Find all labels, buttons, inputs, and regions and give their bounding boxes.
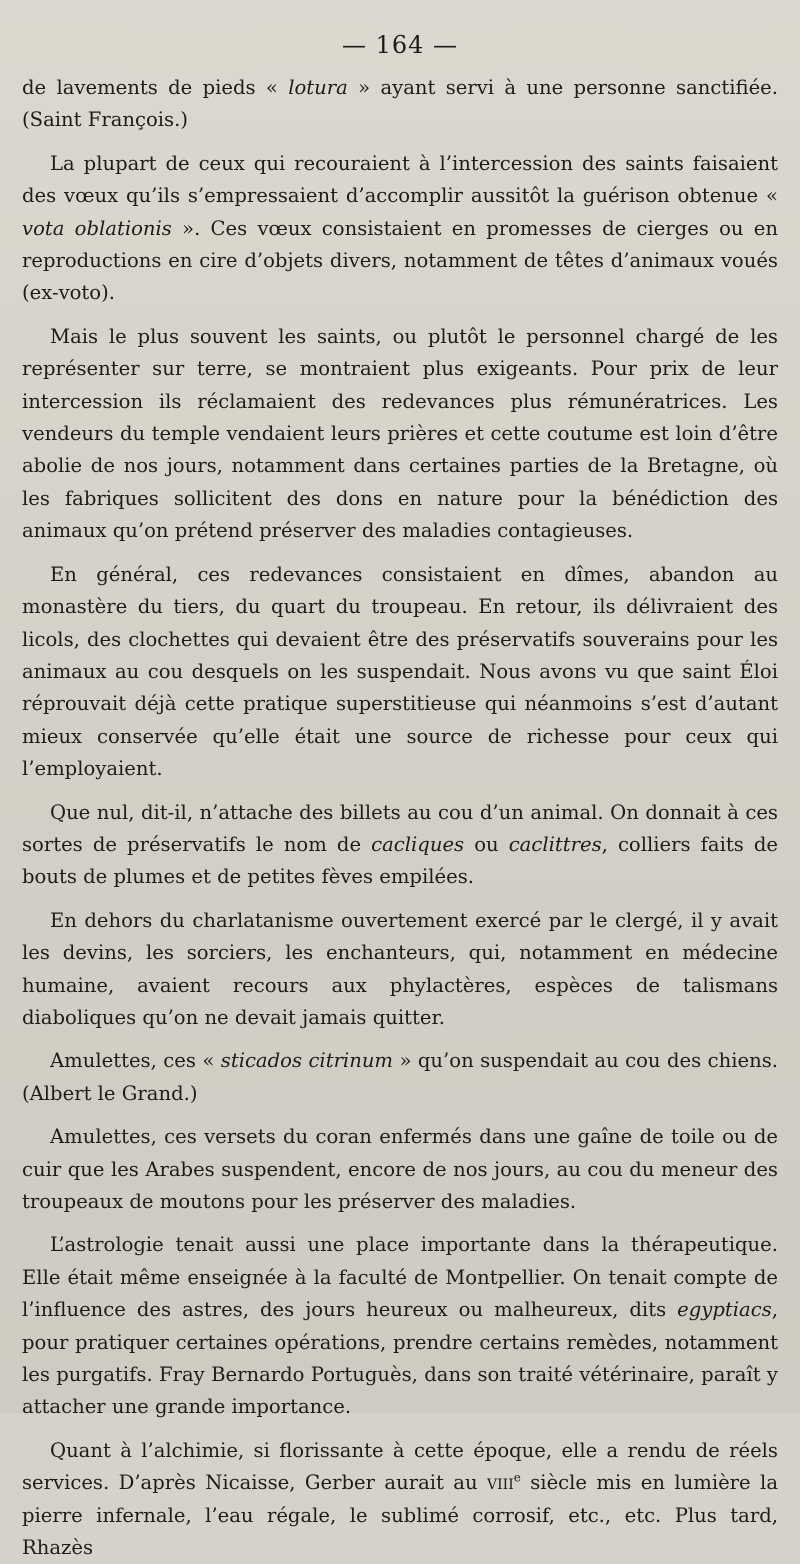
text-run: Amulettes, ces « xyxy=(50,1049,221,1073)
page-number: — 164 — xyxy=(341,31,459,59)
italic-term: egyptiacs xyxy=(677,1298,772,1322)
text-run: , pour pratiquer certaines opérations, prendre certains remèdes, notamment les purgatifs. Fray Bernardo Portuguès, dans son traité vétérinaire, paraît y attacher une grande importance. xyxy=(22,1298,778,1419)
text-run: , colliers faits de bouts de plumes et de petites fèves empilées. xyxy=(22,832,778,889)
text-run: Que nul, dit-il, n’attache des billets au cou d’un animal. On donnait à ces sortes de préservatifs le nom de xyxy=(22,800,778,856)
text-run: Amulettes, ces versets du coran enfermés dans une gaîne de toile ou de cuir que les Arabes suspendent, encore de nos jours, au cou du meneur des troupeaux de moutons pour les préserver des maladies. xyxy=(22,1125,778,1213)
text-run: de lavements de pieds « xyxy=(22,76,289,99)
italic-term: vota oblationis xyxy=(22,216,172,240)
text-run: Quant à l’alchimie, si florissante à cette époque, elle a rendu de réels services. D’après Nicaisse, Gerber aurait au xyxy=(22,1438,778,1495)
text-run: En dehors du charlatanisme ouvertement exercé par le clergé, il y avait les devins, les sorciers, les enchanteurs, qui, notamment en médecine humaine, avaient recours aux phylactères, espèces de talismans diaboliques qu’on ne devait jamais quitter. xyxy=(22,908,778,1029)
text-body xyxy=(22,72,778,1564)
italic-term: cacliques xyxy=(371,832,465,856)
text-run: Mais le plus souvent les saints, ou plutôt le personnel chargé de les représenter sur terre, se montraient plus exigeants. Pour prix de leur intercession ils réclamaient des redevances plus rémunératrices. Les vendeurs du temple vendaient leurs prières et cette coutume est loin d’être abolie de nos jours, notamment dans certaines parties de la Bretagne, où les fabriques sollicitent des dons en nature pour la bénédiction des animaux qu’on prétend préserver des maladies contagieuses. xyxy=(22,324,778,543)
paragraph xyxy=(22,797,778,894)
paragraph xyxy=(22,148,778,310)
text-run: » qu’on suspendait au cou des chiens. (Albert le Grand.) xyxy=(22,1049,778,1105)
text-run: e xyxy=(513,1470,521,1485)
text-run: L’astrologie tenait aussi une place importante dans la thérapeutique. Elle était même enseignée à la faculté de Montpellier. On tenait compte de l’influence des astres, des jours heureux ou malheureux, dits xyxy=(22,1233,778,1322)
text-run: ». Ces vœux consistaient en promesses de cierges ou en reproductions en cire d’objets divers, notamment de têtes d’animaux voués (ex-voto). xyxy=(22,216,778,305)
text-run: siècle mis en lumière la pierre infernale, l’eau régale, le sublimé corrosif, etc., etc. Plus tard, Rhazès xyxy=(22,1471,779,1560)
text-run: En général, ces redevances consistaient en dîmes, abandon au monastère du tiers, du quart du troupeau. En retour, ils délivraient des licols, des clochettes qui devaient être des préservatifs souverains pour les animaux au cou desquels on les suspendait. Nous avons vu que saint Éloi réprouvait déjà cette pratique superstitieuse qui néanmoins s’est d’autant mieux conservée qu’elle était une source de richesse pour ceux qui l’employaient. xyxy=(22,562,778,781)
paragraph xyxy=(22,1045,778,1110)
text-run: viii xyxy=(487,1471,514,1495)
paragraph xyxy=(22,1121,778,1218)
paragraph xyxy=(22,1229,778,1423)
italic-term: lotura xyxy=(288,76,348,99)
text-run: La plupart de ceux qui recouraient à l’intercession des saints faisaient des vœux qu’ils s’empressaient d’accomplir aussitôt la guérison obtenue « xyxy=(22,151,778,208)
italic-term: sticados citrinum xyxy=(220,1049,394,1073)
paragraph xyxy=(22,72,778,137)
paragraph xyxy=(22,905,778,1035)
paragraph xyxy=(22,321,778,548)
paragraph xyxy=(22,559,778,786)
text-run: » ayant servi à une personne sanctifiée. (Saint François.) xyxy=(22,76,779,132)
paragraph xyxy=(22,1435,778,1564)
italic-term: caclittres xyxy=(508,832,602,856)
text-run: ou xyxy=(464,832,509,856)
